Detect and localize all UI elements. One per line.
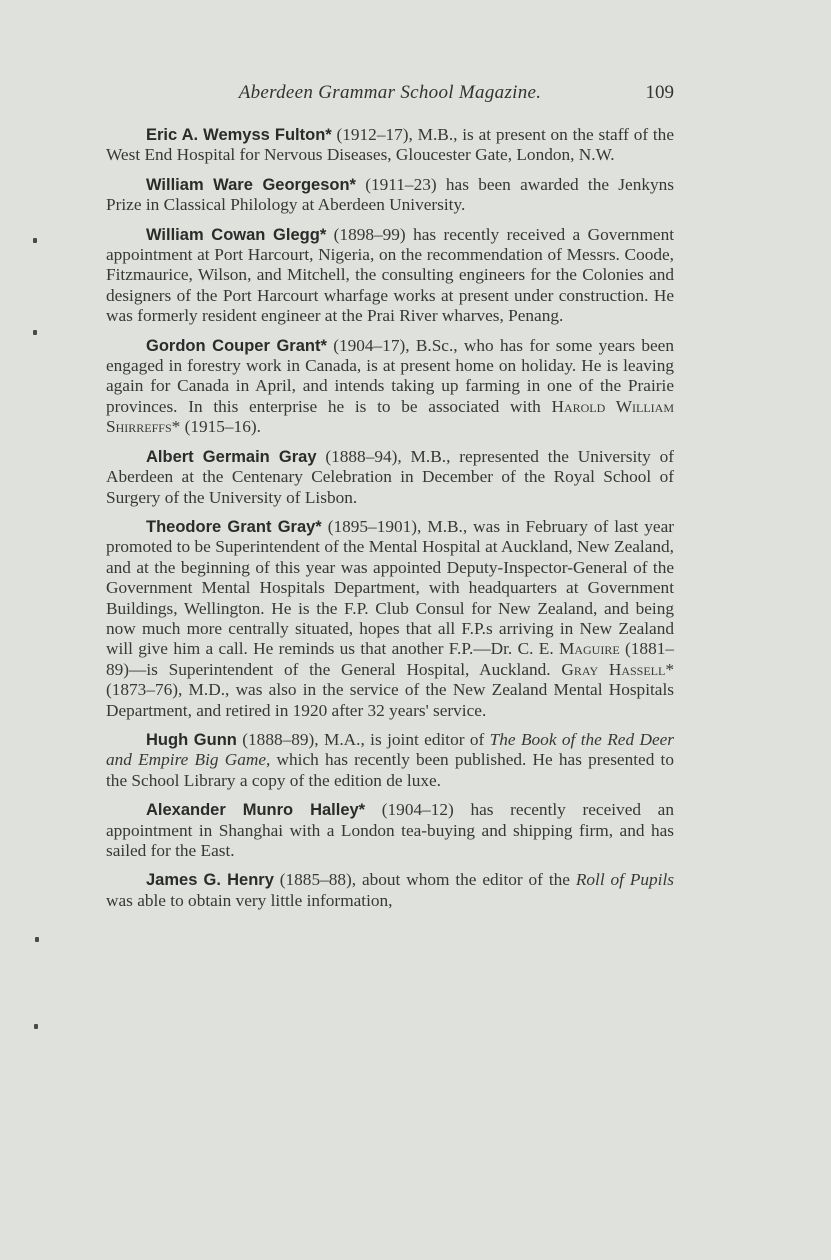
person-name: William Ware Georgeson* [146, 175, 356, 194]
person-name: Hugh Gunn [146, 730, 237, 749]
margin-mark [34, 1024, 38, 1029]
running-header [106, 82, 674, 112]
entry-glegg [106, 225, 674, 327]
person-name: James G. Henry [146, 871, 274, 890]
entry-text: (1915–16). [180, 417, 261, 437]
entry-text: was able to obtain very little information, [106, 890, 393, 910]
margin-mark [35, 937, 39, 942]
entry-text: (1888–94), M.B., represented the University of Aberdeen at the Centenary Celebration in December of the Royal School of Surgery of the University of Lisbon. [106, 446, 674, 507]
referenced-name: Maguire [558, 639, 620, 659]
entry-text: (1904–17), B.Sc., who has for some years been engaged in forestry work in Canada, is at present home on holiday. He is leaving again for Canada in April, and intends taking up farming in one of the Prairie provinces. In this enterprise he is to be associated with [106, 335, 674, 416]
entry-theodore-gray [106, 517, 674, 721]
margin-mark [33, 330, 37, 335]
person-name: Albert Germain Gray [146, 447, 317, 466]
page-number: 109 [645, 82, 674, 103]
entry-albert-gray [106, 447, 674, 508]
referenced-name: Gray Hassell* [561, 659, 674, 679]
entry-text: (1888–89), M.A., is joint editor of [236, 729, 490, 749]
entry-text: (1898–99) has recently received a Government appointment at Port Harcourt, Nigeria, on the recommendation of Messrs. Coode, Fitzmaurice, Wilson, and Mitchell, the consulting engineers for the Colonies and designers of the Port Harcourt wharfage works at present under construction. He was formerly resident engineer at the Prai River wharves, Penang. [106, 224, 675, 326]
person-name: Theodore Grant Gray* [146, 517, 322, 536]
entry-gunn [106, 730, 674, 791]
entry-text: (1895–1901), M.B., was in February of last year promoted to be Superintendent of the Mental Hospital at Auckland, New Zealand, and at the beginning of this year was appointed Deputy-Inspector-General of the Government Mental Hospitals Department, with headquarters at Government Buildings, Wellington. He is the F.P. Club Consul for New Zealand, and being now much more centrally situated, hopes that all F.P.s arriving in New Zealand will give him a call. He reminds us that another F.P.—Dr. C. E. [106, 516, 675, 659]
body-text [106, 125, 674, 920]
entry-text: (1873–76), M.D., was also in the service of the New Zealand Mental Hospitals Department, and retired in 1920 after 32 years' service. [106, 680, 674, 720]
entry-henry [106, 870, 674, 911]
entry-text: (1885–88), about whom the editor of the [273, 870, 576, 890]
running-title: Aberdeen Grammar School Magazine. [238, 82, 542, 103]
entry-grant [106, 336, 674, 438]
book-title: Roll of Pupils [575, 870, 675, 890]
person-name: Alexander Munro Halley* [146, 801, 366, 820]
entry-fulton [106, 125, 674, 166]
entry-text: which has recently been published. He has presented to the School Library a copy of the edition de luxe. [106, 750, 674, 790]
person-name: Eric A. Wemyss Fulton* [146, 126, 332, 144]
entry-text: (1904–12) has recently received an appointment in Shanghai with a London tea-buying and shipping firm, and has sailed for the East. [106, 800, 674, 860]
entry-text: (1911–23) has been awarded the Jenkyns Prize in Classical Philology at Aberdeen University. [106, 174, 674, 215]
person-name: Gordon Couper Grant* [146, 336, 327, 355]
entry-text: (1912–17), M.B., is at present on the staff of the West End Hospital for Nervous Diseases, Gloucester Gate, London, N.W. [106, 125, 674, 165]
referenced-name: Harold William Shirreffs* [106, 396, 674, 437]
margin-mark [33, 238, 37, 243]
entry-halley [106, 800, 674, 861]
entry-text: (1881–89)—is Superintendent of the General Hospital, Auckland. [106, 639, 674, 679]
entry-georgeson [106, 175, 674, 216]
book-title: The Book of the Red Deer and Empire Big Game, [106, 729, 675, 770]
person-name: William Cowan Glegg* [146, 225, 327, 244]
